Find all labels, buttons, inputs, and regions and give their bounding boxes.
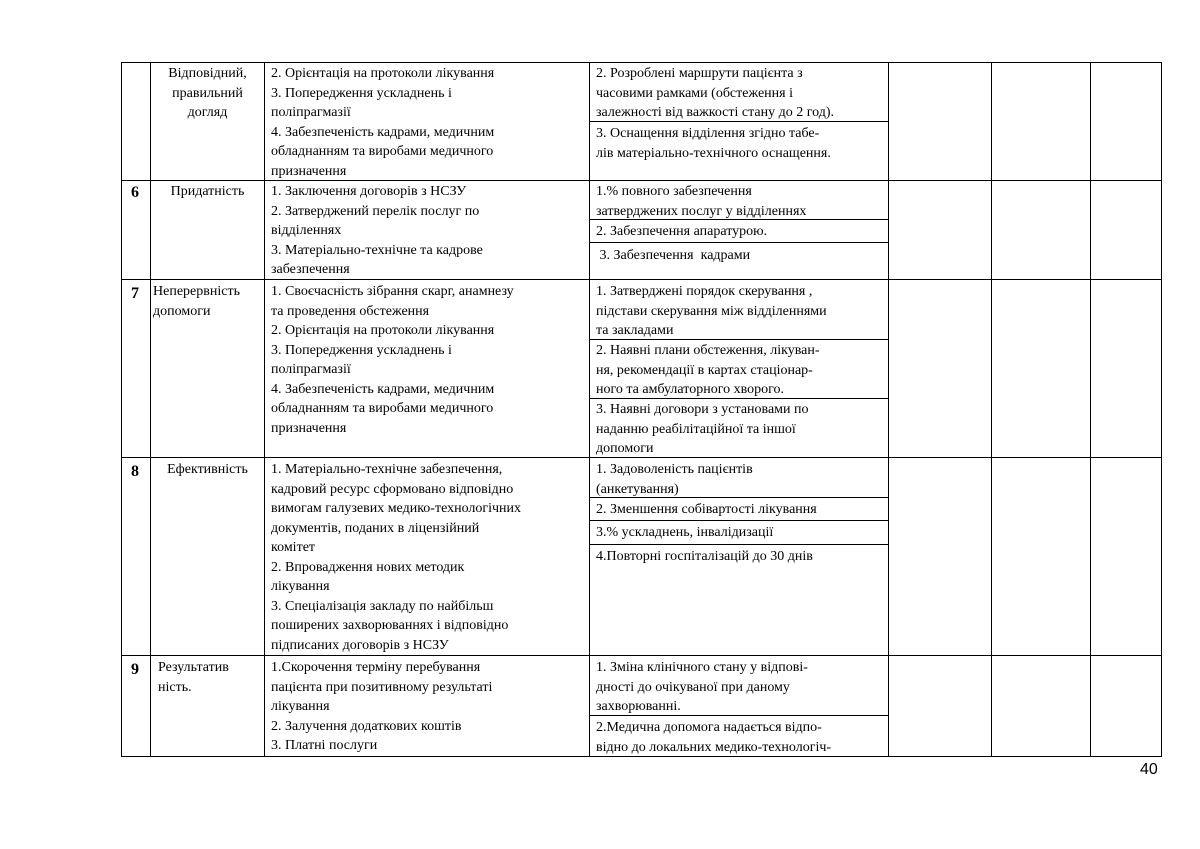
indicator-cell: 1. Задоволеність пацієнтів (анкетування) bbox=[596, 462, 753, 497]
indicator-divider bbox=[589, 242, 889, 243]
requirements-cell: 1. Заключення договорів з НСЗУ 2. Затверджений перелік послуг по відділеннях 3. Матеріально-технічне та кадрове забезпечення bbox=[271, 184, 483, 277]
indicator-cell: 2. Розроблені маршрути пацієнта з часовими рамками (обстеження і залежності від важкості стану до 2 год). bbox=[596, 66, 835, 120]
indicator-cell: 1.% повного забезпечення затверджених послуг у відділеннях bbox=[596, 184, 807, 219]
criterion-cell: Відповідний, правильний догляд bbox=[168, 66, 247, 120]
row-number: 7 bbox=[131, 285, 139, 302]
table-border-right bbox=[1161, 62, 1162, 756]
indicator-divider bbox=[589, 520, 889, 521]
row-number: 6 bbox=[131, 184, 139, 201]
indicator-cell: 3. Забезпечення кадрами bbox=[596, 248, 751, 263]
requirements-cell: 1. Своєчасність зібрання скарг, анамнезу та проведення обстеження 2. Орієнтація на протоколи лікування 3. Попередження ускладнень і поліпрагмазії 4. Забезпеченість кадрами, медичним обладнанням та виробами медичного призначення bbox=[271, 284, 514, 436]
table-border-left bbox=[121, 62, 122, 756]
indicator-cell: 3. Наявні договори з установами по наданню реабілітаційної та іншої допомоги bbox=[596, 402, 809, 456]
criterion-cell: Придатність bbox=[170, 184, 245, 199]
criterion-cell: Результатив ність. bbox=[158, 660, 229, 695]
criterion-cell: Неперервність допомоги bbox=[153, 284, 240, 319]
requirements-cell: 1.Скорочення терміну перебування пацієнта при позитивному результаті лікування 2. Залучення додаткових коштів 3. Платні послуги bbox=[271, 660, 493, 753]
indicator-cell: 2. Зменшення собівартості лікування bbox=[596, 502, 817, 517]
indicator-cell: 3.% ускладнень, інвалідизації bbox=[596, 525, 774, 540]
requirements-cell: 1. Матеріально-технічне забезпечення, кадровий ресурс сформовано відповідно вимогам галузевих медико-технологічних документів, поданих в ліцензійний комітет 2. Впровадження нових методик лікування 3. Спеціалізація закладу по найбільш поширених захворюваннях і відповідно підписаних договорів з НСЗУ bbox=[271, 462, 522, 653]
column-divider bbox=[991, 62, 992, 756]
page-number: 40 bbox=[1140, 761, 1158, 778]
row-number: 8 bbox=[131, 463, 139, 480]
column-divider bbox=[150, 62, 151, 756]
indicator-cell: 2. Наявні плани обстеження, лікуван- ня, рекомендації в картах стаціонар- ного та амбулаторного хворого. bbox=[596, 343, 820, 397]
criterion-cell: Ефективність bbox=[167, 462, 248, 477]
column-divider bbox=[589, 62, 590, 756]
indicator-cell: 1. Затверджені порядок скерування , підстави скерування між відділеннями та закладами bbox=[596, 284, 827, 338]
column-divider bbox=[888, 62, 889, 756]
indicator-cell: 3. Оснащення відділення згідно табе- лів матеріально-технічного оснащення. bbox=[596, 126, 831, 161]
indicator-cell: 4.Повторні госпіталізацій до 30 днів bbox=[596, 549, 813, 564]
indicator-cell: 2. Забезпечення апаратурою. bbox=[596, 224, 768, 239]
indicator-cell: 2.Медична допомога надається відпо- відно до локальних медико-технологіч- bbox=[596, 720, 832, 755]
indicator-divider bbox=[589, 544, 889, 545]
column-divider bbox=[1090, 62, 1091, 756]
row-divider bbox=[121, 655, 1162, 656]
table-border-top bbox=[121, 62, 1162, 63]
row-number: 9 bbox=[131, 661, 139, 678]
indicator-cell: 1. Зміна клінічного стану у відпові- дності до очікуваної при даному захворюванні. bbox=[596, 660, 808, 714]
column-divider bbox=[264, 62, 265, 756]
requirements-cell: 2. Орієнтація на протоколи лікування 3. Попередження ускладнень і поліпрагмазії 4. Забезпеченість кадрами, медичним обладнанням та виробами медичного призначення bbox=[271, 66, 495, 179]
